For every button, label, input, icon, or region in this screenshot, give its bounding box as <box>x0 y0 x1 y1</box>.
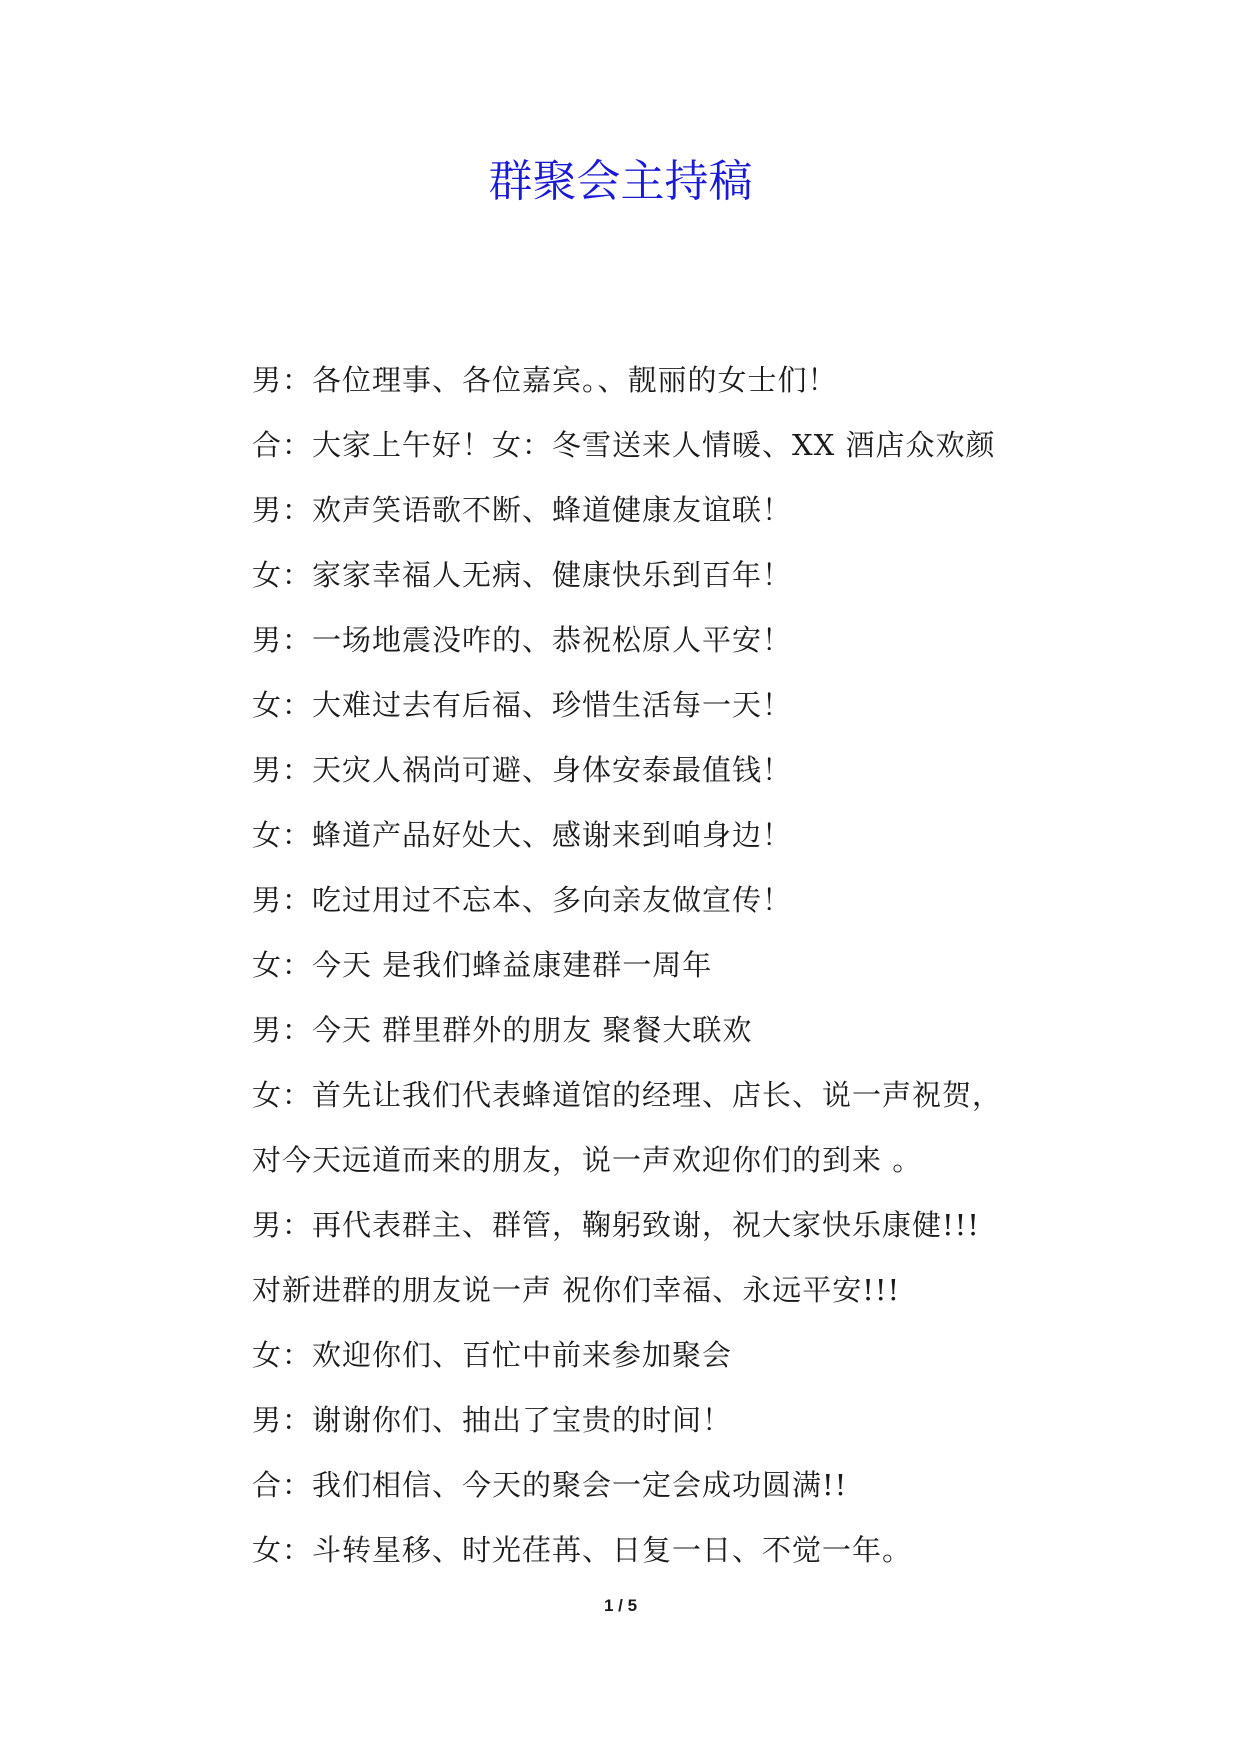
script-line: 男：今天 群里群外的朋友 聚餐大联欢 <box>252 1013 753 1047</box>
script-body <box>252 352 1072 1587</box>
script-line: 男：谢谢你们、抽出了宝贵的时间！ <box>252 1403 733 1437</box>
script-line: 男：一场地震没咋的、恭祝松原人平安！ <box>252 623 793 657</box>
script-line: 合：大家上午好！女：冬雪送来人情暖、XX 酒店众欢颜 <box>252 428 996 462</box>
script-line: 女：今天 是我们蜂益康建群一周年 <box>252 948 713 982</box>
script-line: 对新进群的朋友说一声 祝你们幸福、永远平安!!! <box>252 1273 901 1307</box>
script-line: 男：天灾人祸尚可避、身体安泰最值钱！ <box>252 753 793 787</box>
script-line: 女：欢迎你们、百忙中前来参加聚会 <box>252 1338 733 1372</box>
script-line: 女：蜂道产品好处大、感谢来到咱身边！ <box>252 818 793 852</box>
script-line: 女：家家幸福人无病、健康快乐到百年！ <box>252 558 793 592</box>
script-line: 男：再代表群主、群管，鞠躬致谢，祝大家快乐康健!!! <box>252 1208 980 1242</box>
script-line: 男：吃过用过不忘本、多向亲友做宣传！ <box>252 883 793 917</box>
script-line: 女：大难过去有后福、珍惜生活每一天！ <box>252 688 793 722</box>
script-line: 女：斗转星移、时光荏苒、日复一日、不觉一年。 <box>252 1533 913 1567</box>
script-line: 合：我们相信、今天的聚会一定会成功圆满!! <box>252 1468 848 1502</box>
script-line: 对今天远道而来的朋友，说一声欢迎你们的到来 。 <box>252 1143 923 1177</box>
document-title: 群聚会主持稿 <box>488 156 753 207</box>
script-line: 男：各位理事、各位嘉宾。、靓丽的女士们！ <box>252 363 838 397</box>
script-line: 女：首先让我们代表蜂道馆的经理、店长、说一声祝贺， <box>252 1078 1003 1112</box>
page-number: 1 / 5 <box>603 1596 638 1615</box>
script-line: 男：欢声笑语歌不断、蜂道健康友谊联！ <box>252 493 793 527</box>
